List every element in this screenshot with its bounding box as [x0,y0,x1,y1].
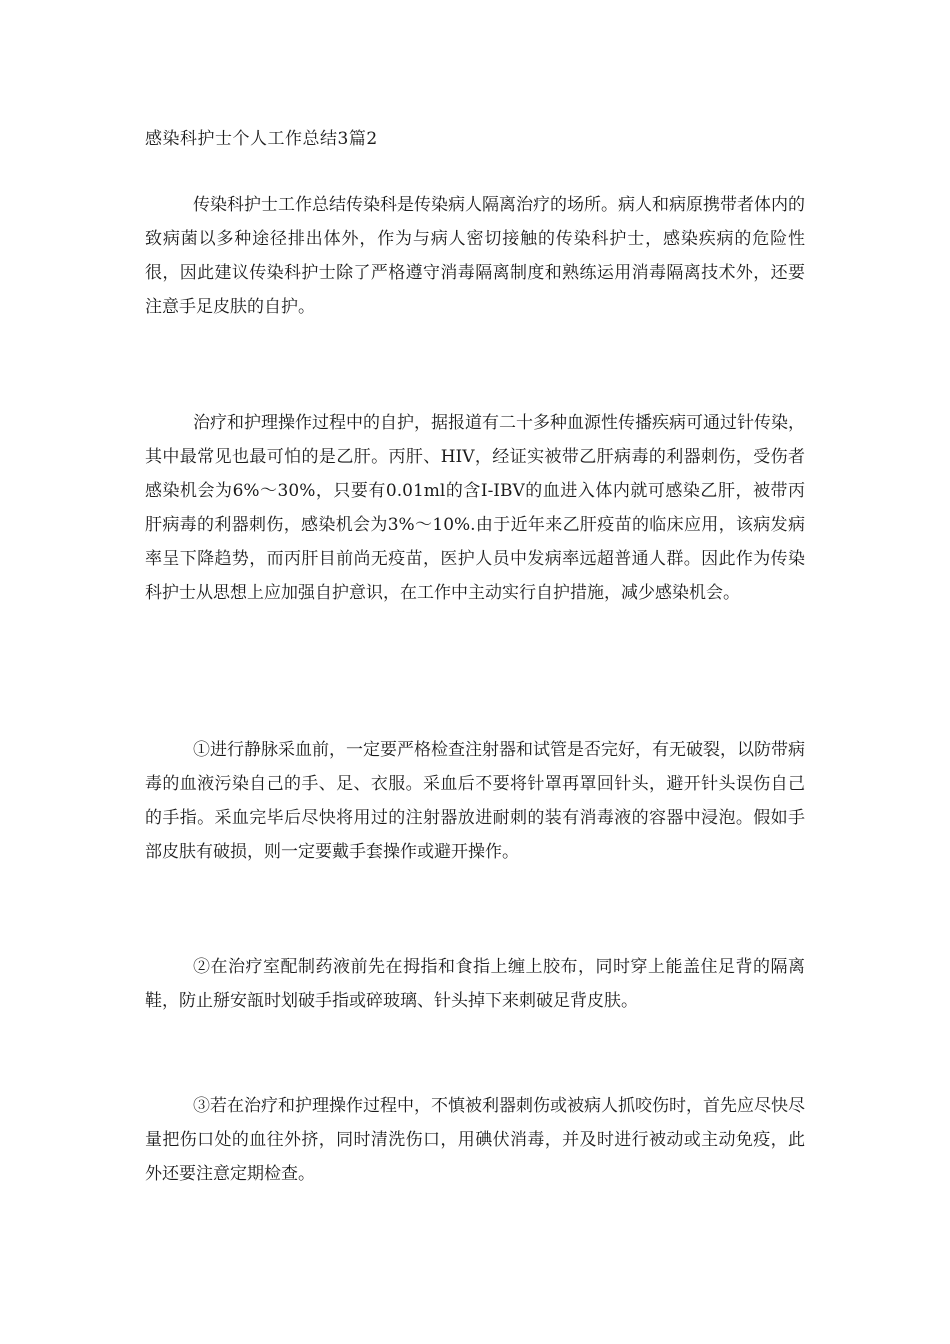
paragraph-item-2: ②在治疗室配制药液前先在拇指和食指上缠上胶布，同时穿上能盖住足背的隔离鞋，防止掰安瓿时划破手指或碎玻璃、针头掉下来刺破足背皮肤。 [145,957,805,1011]
document-title: 感染科护士个人工作总结3篇2 [145,129,378,149]
paragraph-self-protection: 治疗和护理操作过程中的自护，据报道有二十多种血源性传播疾病可通过针传染，其中最常见也最可怕的是乙肝。丙肝、HIV，经证实被带乙肝病毒的利器刺伤，受伤者感染机会为6%～30%，只要有0.01ml的含I-IBV的血进入体内就可感染乙肝，被带丙肝病毒的利器刺伤，感染机会为3%～10%.由于近年来乙肝疫苗的临床应用，该病发病率呈下降趋势，而丙肝目前尚无疫苗，医护人员中发病率远超普通人群。因此作为传染科护士从思想上应加强自护意识，在工作中主动实行自护措施，减少感染机会。 [145,413,805,603]
paragraph-intro: 传染科护士工作总结传染科是传染病人隔离治疗的场所。病人和病原携带者体内的致病菌以多种途径排出体外，作为与病人密切接触的传染科护士，感染疾病的危险性很，因此建议传染科护士除了严格遵守消毒隔离制度和熟练运用消毒隔离技术外，还要注意手足皮肤的自护。 [145,195,805,317]
paragraph-item-3: ③若在治疗和护理操作过程中，不慎被利器刺伤或被病人抓咬伤时，首先应尽快尽量把伤口处的血往外挤，同时清洗伤口，用碘伏消毒，并及时进行被动或主动免疫，此外还要注意定期检查。 [145,1096,805,1184]
paragraph-item-1: ①进行静脉采血前，一定要严格检查注射器和试管是否完好，有无破裂，以防带病毒的血液污染自己的手、足、衣服。采血后不要将针罩再罩回针头，避开针头误伤自己的手指。采血完毕后尽快将用过的注射器放进耐刺的装有消毒液的容器中浸泡。假如手部皮肤有破损，则一定要戴手套操作或避开操作。 [145,740,805,862]
